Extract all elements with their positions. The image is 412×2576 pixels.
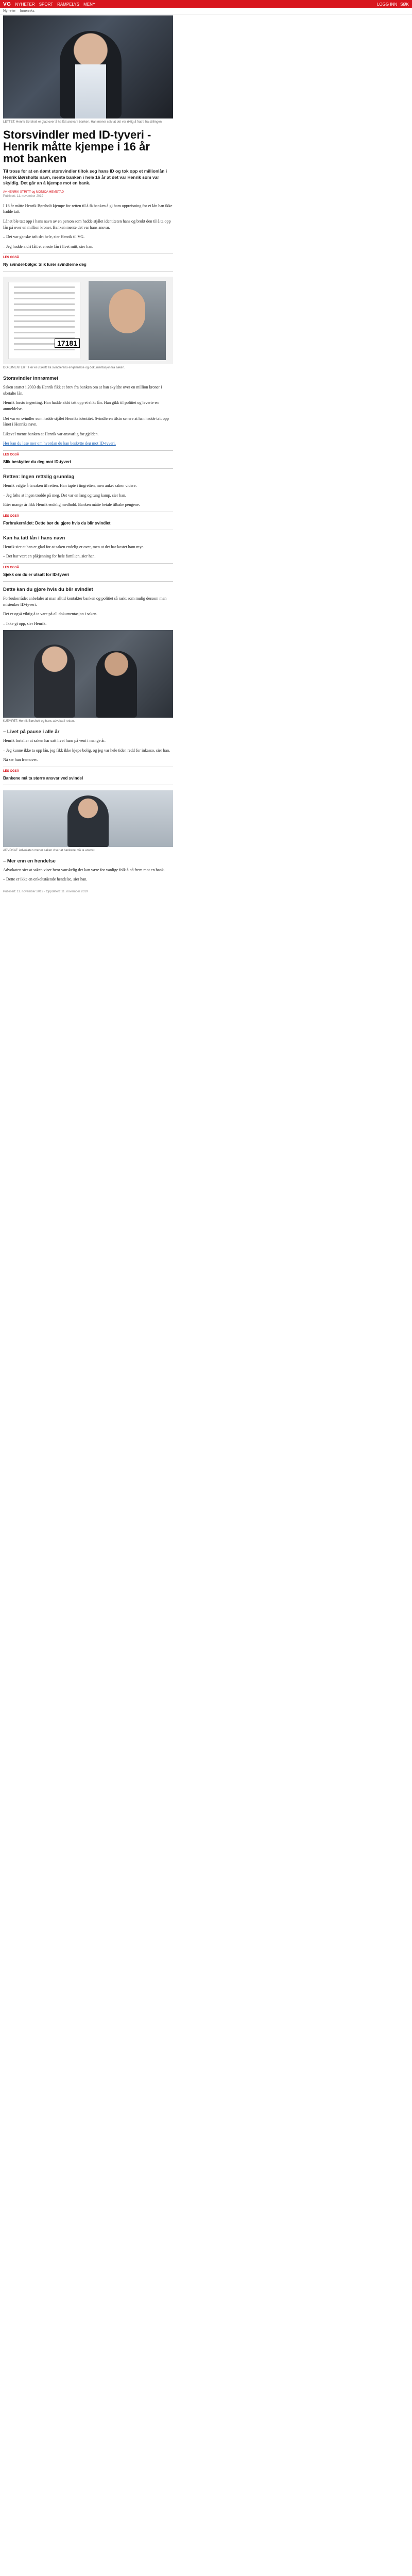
document-caption: DOKUMENTERT: Her er utskrift fra svindlerens erkjennelse og dokumentasjon fra saken. <box>3 366 125 370</box>
article-lead: Til tross for at en dømt storsvindler tiltok seg hans ID og tok opp et millionlån i Henrik Børsholts navn, mente banken i hele 16 år at det var Henrik som var skyldig. Det går an å kjempe mot en bank. <box>3 168 167 186</box>
related-article[interactable] <box>3 450 173 469</box>
related-title[interactable]: Forbrukerrådet: Dette bør du gjøre hvis du blir svindlet <box>3 520 111 526</box>
related-tag: LES OGSÅ <box>3 514 20 518</box>
paragraph: Henrik valgte å ta saken til retten. Han tapte i tingretten, men anket saken videre. <box>3 483 137 488</box>
related-title[interactable]: Ny svindel-bølge: Slik lurer svindlerne deg <box>3 262 87 267</box>
related-title[interactable]: Bankene må ta større ansvar ved svindel <box>3 775 83 781</box>
related-article[interactable] <box>3 512 173 530</box>
search-link[interactable]: SØK <box>400 2 409 7</box>
courtroom-photo <box>3 630 173 718</box>
related-tag: LES OGSÅ <box>3 453 20 456</box>
paragraph: – Jeg kunne ikke ta opp lån, jeg fikk ikke kjøpe bolig, og jeg var hele tiden redd for inkasso, sier han. <box>3 748 170 753</box>
paragraph: Saken startet i 2003 da Henrik fikk et brev fra banken om at han skyldte over en million kroner i ubetalte lån. <box>3 385 162 396</box>
section-title: – Mer enn en hendelse <box>3 858 56 864</box>
paragraph: Etter mange år fikk Henrik endelig medhold. Banken måtte betale tilbake pengene. <box>3 502 140 507</box>
related-article[interactable] <box>3 767 173 785</box>
paragraph: Lånet ble tatt opp i hans navn av en person som hadde stjålet identiteten hans og brukt den til å ta opp lån på over en million kroner. Banken mente det var hans ansvar. <box>3 219 171 230</box>
login-link[interactable]: LOGG INN <box>376 2 398 7</box>
related-tag: LES OGSÅ <box>3 566 20 569</box>
paragraph: I 16 år måtte Henrik Børsholt kjempe for retten til å få banken å gi ham oppreisning for et lån han ikke hadde tatt. <box>3 203 173 214</box>
section-title: Retten: Ingen rettslig grunnlag <box>3 473 75 480</box>
portrait-face <box>109 289 145 333</box>
related-title[interactable]: Sjekk om du er utsatt for ID-tyveri <box>3 572 70 577</box>
photo-person-right <box>96 651 137 718</box>
main-nav <box>15 2 95 7</box>
paragraph-with-link <box>3 440 173 447</box>
related-tag: LES OGSÅ <box>3 256 20 260</box>
document-image <box>3 277 173 364</box>
related-title[interactable]: Slik beskytter du deg mot ID-tyveri <box>3 459 71 464</box>
paragraph: Henrik sier at han er glad for at saken endelig er over, men at det har kostet ham mye. <box>3 544 145 549</box>
article-headline: Storsvindler med ID-tyveri - Henrik måtte kjempe i 16 år mot banken <box>3 128 151 165</box>
article-footer: Publisert: 11. november 2019 · Oppdatert: 11. november 2019 <box>3 890 88 893</box>
section-title: Dette kan du gjøre hvis du blir svindlet <box>3 586 93 592</box>
breadcrumb-item[interactable]: Nyheter <box>3 9 16 13</box>
paragraph: Likevel mente banken at Henrik var ansvarlig for gjelden. <box>3 431 99 436</box>
article <box>3 15 173 894</box>
related-tag: LES OGSÅ <box>3 769 20 773</box>
paragraph: – Dette er ikke en enkeltstående hendelse, sier han. <box>3 877 88 882</box>
article-date: Publisert: 11. november 2019 <box>3 194 43 198</box>
article-byline[interactable]: Av HENRIK STRITT og MONICA HEMSTAD <box>3 191 64 194</box>
paragraph: – Det har vært en påkjenning for hele familien, sier han. <box>3 554 96 559</box>
paragraph: Nå ser han fremover. <box>3 757 38 762</box>
document-number: 17181 <box>55 338 80 348</box>
paragraph: Henrik forsto ingenting. Han hadde aldri tatt opp et slikt lån. Han gikk til politiet og leverte en anmeldelse. <box>3 400 159 412</box>
paragraph: Forbrukerrådet anbefaler at man alltid kontakter banken og politiet så raskt som mulig dersom man mistenker ID-tyveri. <box>3 596 167 607</box>
top-navigation-bar <box>0 0 412 8</box>
paragraph: – Ikke gi opp, sier Henrik. <box>3 621 47 626</box>
breadcrumb-item[interactable]: Innenriks <box>20 9 35 13</box>
nav-item-sport[interactable]: SPORT <box>39 2 54 7</box>
nav-item-nyheter[interactable]: NYHETER <box>15 2 35 7</box>
photo-person-left <box>34 645 75 718</box>
paragraph: Det var en svindler som hadde stjålet Henriks identitet. Svindleren tilsto senere at han hadde tatt opp lånet i Henriks navn. <box>3 416 169 427</box>
top-right-actions <box>377 2 409 7</box>
photo-caption: KJEMPET: Henrik Børsholt og hans advokat i retten. <box>3 720 75 723</box>
hero-caption: LETTET: Henrik Børsholt er glad over å ha fått ansvar i banken. Han mener selv at det var riktig å fratre fra stillingen. <box>3 121 163 124</box>
vg-logo[interactable]: VG <box>3 1 11 7</box>
hero-image <box>3 15 173 118</box>
paragraph: – Det var ganske tøft det hele, sier Henrik til VG. <box>3 234 85 240</box>
photo-person <box>67 795 109 847</box>
paragraph: Advokaten sier at saken viser hvor vanskelig det kan være for vanlige folk å nå frem mot en bank. <box>3 867 165 872</box>
related-article[interactable] <box>3 563 173 582</box>
nav-item-meny[interactable]: MENY <box>83 2 96 7</box>
paragraph: – Jeg hadde aldri fått et eneste lån i livet mitt, sier han. <box>3 244 94 249</box>
section-title: – Livet på pause i alle år <box>3 729 60 735</box>
section-title: Storsvindler innrømmet <box>3 376 59 382</box>
related-article[interactable] <box>3 253 173 272</box>
hero-shirt <box>75 64 106 118</box>
inline-link[interactable]: Her kan du lese mer om hvordan du kan beskytte deg mot ID-tyveri. <box>3 441 116 446</box>
paragraph: Henrik forteller at saken har satt livet hans på vent i mange år. <box>3 738 106 743</box>
paragraph: Det er også viktig å ta vare på all dokumentasjon i saken. <box>3 612 98 617</box>
photo-caption: ADVOKAT: Advokaten mener saken viser at bankene må ta ansvar. <box>3 849 95 852</box>
paragraph: – Jeg følte at ingen trodde på meg. Det var en lang og tung kamp, sier han. <box>3 493 126 498</box>
section-title: Kan ha tatt lån i hans navn <box>3 535 65 541</box>
lawyer-photo <box>3 790 173 847</box>
breadcrumb <box>0 8 412 14</box>
nav-item-rampelys[interactable]: RAMPELYS <box>57 2 80 7</box>
